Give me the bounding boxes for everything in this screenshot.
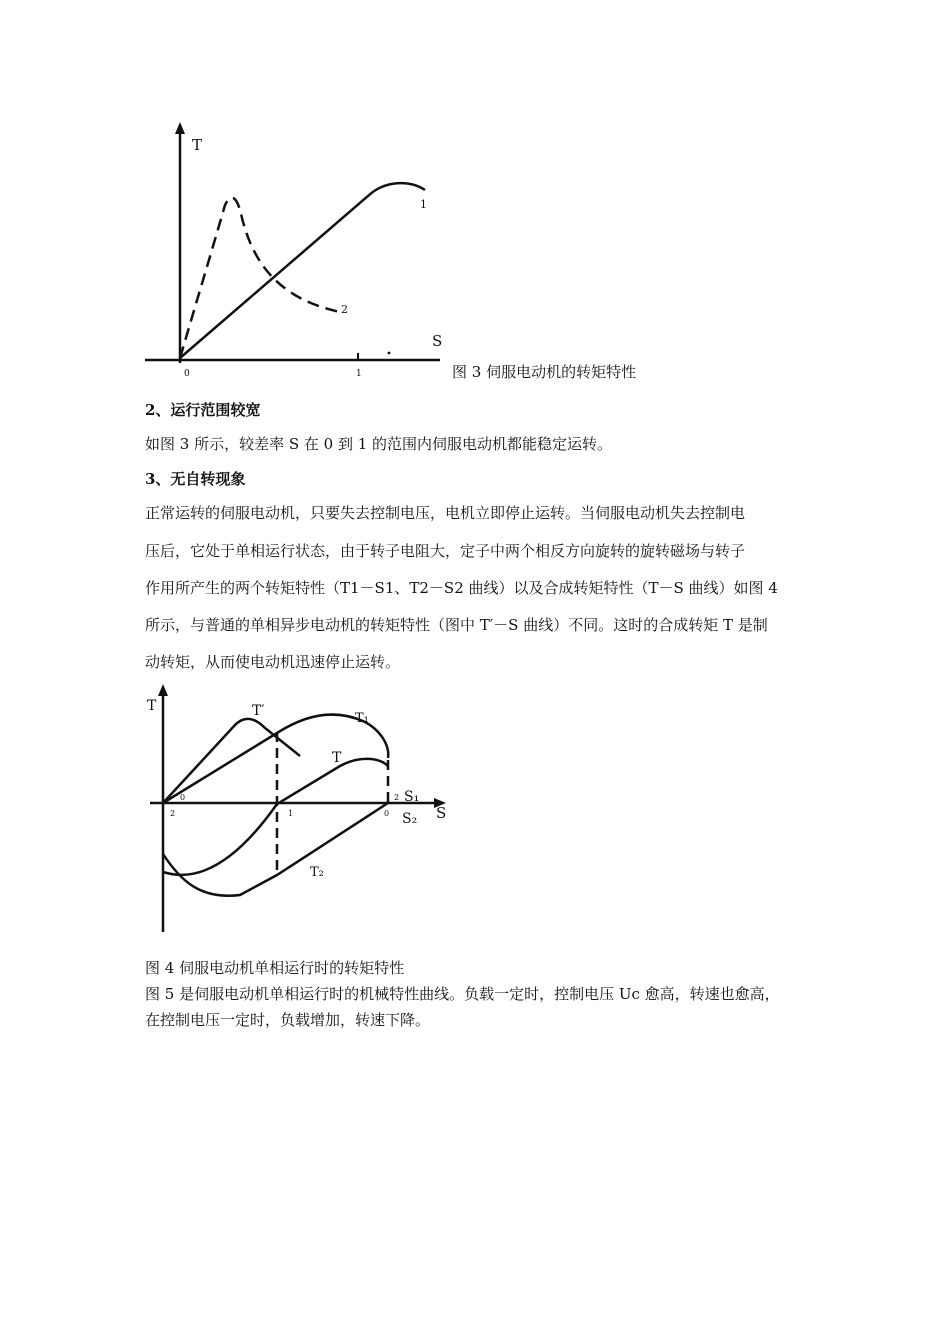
fig3-curve-2-label: 2 — [341, 303, 348, 316]
figure-3-caption: 图 3 伺服电动机的转矩特性 — [452, 363, 637, 381]
fig4-curve-t2 — [163, 803, 388, 896]
section-3-line: 正常运转的伺服电动机，只要失去控制电压，电机立即停止运转。当伺服电动机失去控制电 — [145, 504, 746, 522]
fig4-tick-left-upper: 0 — [180, 793, 186, 802]
figure-4-single-phase-torque — [140, 680, 460, 940]
fig3-curve-1 — [180, 183, 425, 358]
fig4-t-label: T — [332, 750, 342, 766]
section-3-line: 压后，它处于单相运行状态，由于转子电阻大，定子中两个相反方向旋转的旋转磁场与转子 — [145, 542, 746, 560]
fig3-dot-mark — [388, 352, 391, 355]
fig4-t-axis-arrow — [158, 684, 168, 696]
fig3-axis-s-label: S — [432, 332, 443, 350]
figure-3-torque-characteristic — [140, 120, 470, 385]
fig4-tick-right-upper: 2 — [394, 793, 400, 802]
fig4-s2-label: S₂ — [402, 811, 418, 827]
fig4-tick-left-lower: 2 — [170, 809, 176, 818]
section-2-heading: 2、运行范围较宽 — [145, 401, 261, 419]
fig4-t2-label: T₂ — [310, 865, 324, 880]
section-3-line: 所示，与普通的单相异步电动机的转矩特性（图中 T′－S 曲线）不同。这时的合成转矩 T 是制 — [145, 616, 768, 634]
figure-4-caption: 图 4 伺服电动机单相运行时的转矩特性 — [145, 959, 405, 977]
fig3-tick-1: 1 — [356, 369, 362, 379]
section-3-line: 作用所产生的两个转矩特性（T1－S1、T2－S2 曲线）以及合成转矩特性（T－S 曲线）如图 4 — [145, 579, 778, 597]
fig4-t1-label: T₁ — [355, 711, 369, 726]
fig4-curve-t — [163, 759, 388, 875]
fig3-axis-t-label: T — [192, 136, 203, 154]
section-5-line: 图 5 是伺服电动机单相运行时的机械特性曲线。负载一定时，控制电压 Uc 愈高，转速也愈高， — [145, 985, 780, 1003]
section-3-heading: 3、无自转现象 — [145, 470, 246, 488]
fig4-s1-label: S₁ — [404, 789, 420, 805]
fig3-tick-0: 0 — [184, 369, 190, 379]
fig4-tick-right-lower: 0 — [384, 809, 390, 818]
fig4-tick-mid: 1 — [288, 809, 294, 818]
fig4-axis-t-label: T — [147, 698, 157, 714]
section-3-line: 动转矩，从而使电动机迅速停止运转。 — [145, 653, 401, 671]
fig3-curve-2 — [180, 198, 340, 358]
fig3-curve-1-label: 1 — [420, 198, 427, 211]
fig4-curve-t1 — [163, 715, 388, 803]
fig3-t-axis-arrow — [175, 122, 185, 134]
section-5-line: 在控制电压一定时，负载增加，转速下降。 — [145, 1011, 431, 1029]
fig4-tprime-label: T′ — [252, 703, 265, 719]
fig4-axis-s-label: S — [436, 804, 447, 822]
section-2-paragraph: 如图 3 所示，较差率 S 在 0 到 1 的范围内伺服电动机都能稳定运转。 — [145, 435, 613, 453]
